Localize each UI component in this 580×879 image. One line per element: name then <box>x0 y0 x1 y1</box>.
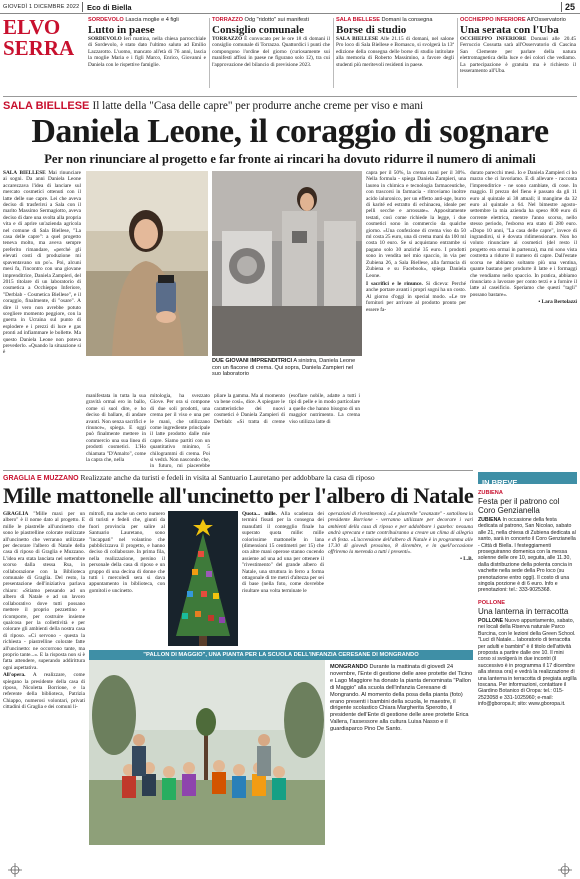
photo-strip-caption: "PALLON DI MAGGIO", UNA PIANTA PER LA SCUOLA DELL'INFANZIA CERESANE DI MONGRANDO <box>143 652 419 658</box>
inbreve-sidebar <box>478 472 577 847</box>
story1-kicker: SALA BIELLESE <box>3 100 90 112</box>
story2-col1-body: "Mille maxi per un albero" è il nome dato al progetto. E mille le piastrelle all'uncinetto che sono le piastrelline colorate realizzate all'uncinetto che verranno utilizzate per decorare l'albero di Natale della casa di riposo di Graglia e Muzzano. L'idea era stata lanciata nel settembre scorso dalla stessa Rsa, in collaborazione con la Biblioteca comunale di Graglia. Del resto, la presentazione dell'iniziativa parlava chiaro: «Stiamo pensando ad un albero di Natale e ad un lavoro collaborativo dove tutti possano mettere il proprio pezzettino e ricomporre, per costruire insieme qualcosa per la collettività e per colorare gli ambienti della nostra casa di riposo. «Ci servono - questa la richiesta - piastrelline colorate fatte all'uncinetto: ne occorrono tante, ma proprio tante...». E la risposta non si è fatta attendere, superando addirittura ogni aspettativa. <box>3 511 85 671</box>
story2-col3-lead: Quota... mille. <box>242 511 277 517</box>
column-rule <box>457 18 458 88</box>
brief-title: Una serata con l'Uba <box>460 24 559 36</box>
brief-kicker-tail: Odg "ridotto" sui manifesti <box>244 17 309 23</box>
story1-col1-text <box>3 170 81 356</box>
registration-marks <box>0 862 580 879</box>
inbreve-text: Nuovo appuntamento, sabato, nei locali della Riserva naturale Parco Burcina, con le lezioni della Green School. "Luci di Natale... laboratorio di terracotta per adulti e bambini" è il titolo dell'attività proposta a partire dalle ore 10. Il mini corso si svolgerà in due incontri (il successivo è in programma il 17 dicembre alla stessa ora) e vedrà la realizzazione di una lanterna in terracotta di pregiata argilla toscana. Per informazioni, contattare il Giardino Botanico di Oropa: tel.: 015-2523058 e 331-1025960; e-mail: info@gboropa.it; sito: www.gboropa.it. <box>478 617 577 708</box>
inbreve-title: Festa per il patrono col Coro Genzianella <box>478 497 560 515</box>
story2-col4 <box>328 511 473 646</box>
story2-col3 <box>242 511 324 646</box>
story2-col1-text <box>3 511 85 671</box>
story2-kicker-tail: Realizzate anche da turisti e fedeli in visita al Santuario Lauretano per addobbare la casa di riposo <box>80 473 375 482</box>
story1-caption-text <box>212 358 362 378</box>
story1-caption-body: A sinistra, Daniela Leone con un flacone di crema. Qui sopra, Daniela Zampieri nel suo laboratorio <box>212 358 356 378</box>
story2-col1 <box>3 511 85 841</box>
story1-byline: • Lara Bertolazzi <box>538 299 577 306</box>
story1-lead: SALA BIELLESE <box>3 170 46 176</box>
story1-headline: Daniela Leone, il coraggio di sognare <box>31 113 549 150</box>
header-section: Eco di Biella <box>87 2 132 12</box>
story2-col1b-text <box>3 672 85 710</box>
brief-kicker-line <box>212 17 330 24</box>
brief-lead: SALA BIELLESE <box>336 36 379 42</box>
story1-kicker-tail: Il latte della "Casa delle capre" per produrre anche creme per viso e mani <box>92 100 424 112</box>
briefs-bottom-rule <box>3 96 577 97</box>
header-divider-right <box>561 2 562 12</box>
brief-kicker: TORRAZZO <box>212 17 243 23</box>
header-page-number: 25 <box>565 1 576 12</box>
inbreve-kicker: ZUBIENA <box>478 490 503 496</box>
brief-body <box>460 36 576 74</box>
registration-mark-icon <box>0 862 580 879</box>
story1-col1 <box>3 170 81 468</box>
inbreve-body <box>478 618 577 708</box>
brief-lead: OCCHIEPPO INFERIORE <box>460 36 527 42</box>
brief-body <box>88 36 206 68</box>
inbreve-header-bar <box>478 472 577 487</box>
column-rule <box>209 18 210 88</box>
inbreve-item-zubiena <box>478 490 577 594</box>
brief-body <box>336 36 454 68</box>
inbreve-lead: POLLONE <box>478 617 504 624</box>
story2-lead: GRAGLIA <box>3 511 29 517</box>
brief-kicker: SORDEVOLO <box>88 17 124 23</box>
brief-kicker-tail: Domani la consegna <box>381 17 433 23</box>
story2-col3-body: Alla scadenza dei termini fissati per la consegna dei manufatti il contegglio finale ha superato quota mille: mille colorissime mattonelle in lana (dimensioni 15 centimetri per 15) che ora altre mani operose stanno cucendo assieme ad una ad una per ottenere il "rivestimento" del grande albero di Natale, una struttura in ferro a forma ottagonale di tre metri d'altezza per sei di base (nella foto, come dovrebbe risultare una volta terminate le <box>242 511 324 594</box>
story2-tree-photo <box>168 511 238 646</box>
story1-col5 <box>366 170 466 468</box>
story1-col4 <box>214 393 360 468</box>
brief-kicker-line <box>88 17 206 24</box>
header-date: GIOVEDÌ 1 DICEMBRE 2022 <box>3 4 80 10</box>
photo-strip-image <box>89 660 325 845</box>
story1-col3-text: mitologia, ha svezzato Giove. Per ora si compone di due soli prodotti, una crema per il viso e una per le mani, che utilizzano come ingrediente principale il latte prodotto dalle mie capre. Siamo partiti con un quantitativo minimo, 5 chilogrammi di crema. Poi si vedrà. Non nascondo che, in futuro, mi piacerebbe <box>150 393 210 468</box>
inbreve-item-pollone <box>478 600 577 708</box>
photo-strip-text <box>330 664 473 844</box>
photo-strip-lead: MONGRANDO <box>330 664 368 670</box>
brief-sordevolo <box>88 17 206 92</box>
inbreve-lead: ZUBIENA <box>478 517 502 523</box>
inbreve-kicker: POLLONE <box>478 599 506 606</box>
inbreve-body <box>478 517 577 594</box>
story1-col5b-body: Si diceva: Perché anche portare avanti i propri sogni ha un costo. Al giorno d'oggi in special modo. «Le tre fornitori per arrivare al prodotto pronto per essere fa- <box>366 280 466 313</box>
story2-col2 <box>89 511 165 646</box>
page-header <box>0 0 580 14</box>
brief-kicker-tail: Lascia moglie e 4 figli <box>125 17 179 23</box>
story1-photo-portrait <box>86 171 208 356</box>
brief-body <box>212 36 330 68</box>
story1-photo-lab <box>212 171 362 356</box>
christmas-tree-image <box>168 511 238 646</box>
brief-kicker: SALA BIELLESE <box>336 17 380 23</box>
story2-col3-text <box>242 511 324 594</box>
brief-text: Ieri mattina, nella chiesa parrocchiale di Sordevolo, è stato dato l'ultimo saluto ad Emilio Lazzarotto. L'uomo, mancato all'età di 76 anni, lascia la moglie Maria e i figli Marco, Enrico, Giovanni e Daniela con le rispettive famiglie. <box>88 36 206 68</box>
brief-torrazzo <box>212 17 330 92</box>
masthead-line2: SERRA <box>3 36 75 60</box>
story2-col4-text: operazioni di rivestimento). «Le piastrelle "avanzate" - sottolinea la presidente Borrione - verranno utilizzate per decorare i vari ambienti della casa di riposo e per addobbare i gazebo: nessuna andrà sprecata e tutte contribuiranno a creare un clima di allegria e di festa. «L'accensione dell'albero di Natale è in programma alle 17.30 di giovedì prossimo, 8 dicembre, e in quell'occasione offriremo la merenda a tutti i presenti». <box>328 511 473 556</box>
story1-col6 <box>470 170 577 468</box>
brief-kicker: OCCHIEPPO INFERIORE <box>460 17 526 23</box>
brief-occhieppo <box>460 17 576 92</box>
header-divider-left <box>82 2 83 12</box>
story1-subhead2: I sacrifici e le rinunce. <box>366 280 423 287</box>
story1-col2-text: manifestata in tutta la sua gravità ormai ero in ballo, come si suol dire, e ho deciso di ballare, di andare avanti. Non senza sacrifici e rinunce», spiega. E oggi può finalmente mettere in commercio una sua linea di prodotti cosmetici. L'Ho chiamata "D'Amalto", come la capra che, nella <box>86 393 146 464</box>
story2-kicker-line <box>3 473 473 483</box>
brief-kicker-line <box>460 17 576 24</box>
brief-kicker-line <box>336 17 454 24</box>
story2-sub1: All'opera. <box>3 672 26 679</box>
story1-caption-lead: DUE GIOVANI IMPRENDITRICI <box>212 358 293 364</box>
story1-col5b-text <box>366 281 466 313</box>
story1-bottom-rule <box>3 470 473 471</box>
story1-col6-text: durato parecchi mesi. Io e Daniela Zampieri ci ho marzo che ci lavoriamo. E di allevare - racconta l'imprenditrice - ne sono cambiate, di cose. In maggio. Il prezzo del fieno è passato da gli 11 euro al quintale ai 38 attuali; il mangime da 32 euro al quintale a 64. Nel bimestre agosto-settembre la mia azienda ha speso 800 euro di corrente elettrica, mentre l'anno scorso, nello stesso periodo, l'esborso era stato di 280 euro. «Dopo 10 anni, "La casa delle capre", invece di ingrandirsi, si è dovuta ridimensionare. Non ho voluto rinunciare ai cosmetici (del resto il progetto era ormai in partenza), ma mi sono vista costretta a ridurre il numero di capre. Dall'estate scorsa ne abbiamo soltanto più una ventina, quante bastano per produrre il latte e i formaggi che vendiamo nello spaccio. In pratica, abbiamo rinunciato a lavorare per conto terzi e a fornire il latte al caseificio. Speriamo che questi "tagli" possano bastare». <box>470 170 577 298</box>
story1-col2 <box>86 393 146 468</box>
story1-col4-text: pliare la gamma. Ma al momento va bene così», dice. A spiegare le caratteristiche dei nuovi cosmetici è Daniela Zampieri di Derblab: «Si tratta di creme (esoflare nobile, adatte a tutti i tipi di pelle e in modo particolare a quelle che hanno bisogno di un maggior nutrimento. La crema viso utilizza latte di <box>214 393 360 425</box>
photo-strip-text-body: Durante la mattinata di giovedì 24 novembre, l'Ente di gestione delle aree protette del Ticino e Lago Maggiore ha donato la pianta denominata "Pallon di Maggio" alla scuola dell'infanzia Ceresane di Mongrando. Al momento della posa della pianta (foto) erano presenti i bambini della scuola, le maestre, il dirigente scolastico Chiara Margherita Sperotto, il presidente dell'Ente di gestione delle aree protette Erica Vallera, l'assessore alla cultura Luisa Nasso e il guardiaparco Pino De Santo. <box>330 664 473 733</box>
brief-kicker-tail: All'Osservatorio <box>526 17 566 23</box>
lab-equipment-image <box>212 171 362 356</box>
brief-lead: SORDEVOLO <box>88 36 122 42</box>
photo-strip-body <box>330 664 473 733</box>
brief-lead: TORRAZZO <box>212 36 243 42</box>
story1-col3 <box>150 393 210 468</box>
brief-title: Lutto in paese <box>88 24 155 36</box>
inbreve-text: In occasione della festa dedicata al patrono, San Nicolao, sabato alle 21, nella chiesa di Zubiena dedicata al santo, sarà in concerto il Coro Genzianella - Città di Biella. I festeggiamenti proseguiranno domenica con la messa solenne delle ore 10, seguita, alle 11.30, dalla distribuzione della polenta concia in vachette nella sede della Pro loco (su prenotazione entro oggi). Il costo di una singola porzione è di 6 euro. Info e prenotazioni: tel.: 333-9025368. <box>478 517 576 594</box>
brief-title: Borse di studio <box>336 24 407 36</box>
woman-with-cream-jar-image <box>86 171 208 356</box>
story1-subhead: Per non rinunciare al progetto e far fronte ai rincari ha dovuto ridurre il numero di animali <box>44 152 536 166</box>
story1-col5-text: capra per il 50%, la crema mani per il 30%. Nella formula - spiega Daniela Zampieri, una laurea in chimica e tecnologia farmaceutiche, con trascorsi in farmacia - ritroviamo inoltre acido ialuronico, per un effetto anti-age, burro di karité ed estratto di echinacea, ideale per pelli secche e arrossate». Appositamente testati, così come richiede la legge, i due cosmetici sono in commercio da qualche giorno. «Una confezione di crema viso da 50 ml costa 25 euro, una di crema mani da 100 ml costa 10 euro. Se si acquistano entrambe si pagano solo 30 anziché 35 euro. I prodotti sono in vendita nel mio spaccio, in via per Zubiena 26, a Sala Biellese, alla farmacia di Zubiena e su Facebook», spiega Daniela Leone. <box>366 170 466 279</box>
story2-byline: • L.B. <box>460 555 473 562</box>
masthead-line1: ELVO <box>3 15 61 39</box>
story1-col1-body: Mai rinunciare ai sogni. Da anni Daniela Leone accarezzava l'idea di lanciare sul mercato cosmetici ottenuti con il latte delle sue capre. Lei che aveva deciso di trasferirsi a Sala con il marito Massimo Sermagiotto, aveva deciso di dare una svolta alla propria vita e di aprire un'azienda agricola nel comune di Sala Biellese, "La casa delle capre": a quel progetto teneva molto, ma aveva sempre preferito rimandare, «perché gli elevati costi di produzione mi spaventavano un po'». Poi, alcuni mesi fa, l'incontro con una giovane imprenditrice, Daniela Zampieri, del 2015 titolare di un laboratorio di cosmetica a Occhieppo Inferiore, "Derblab - Cosmetica Biellese", e il coraggio, finalmente, di "osare". A dire il vero non avrebbe potuto scegliere momento peggiore, con la guerra in Ucraina sul punto di esplodere e i prezzi di luce e gas pronti ad infiammare le bollette. Ma questo Daniela Leone non poteva prevederlo. «Quando la situazione si è <box>3 170 81 356</box>
inbreve-title: Una lanterna in terracotta <box>478 606 569 616</box>
brief-text: Domani alle 20.45 Ferruccio Cossutta sarà all'Osservatorio di Cascina San Clemente per parlare della natura elettromagnetica della luce e dei colori che vediamo. La partecipazione è gratuita ma è richiesto il tesseramento all'Uba. <box>460 36 576 75</box>
story1-caption <box>212 358 362 388</box>
story1-kicker-line <box>3 100 577 113</box>
story2-col1b-body: A realizzare, come spiegano la presidente della casa di riposo, Nicoletta Borrione, e la referente della biblioteca, Patrizia Chiappo, numerosi volontari, privati cittadini di Graglia e dei comuni li- <box>3 672 85 711</box>
story2-col2-text: mitrofi, ma anche un certo numero di turisti e fedeli che, giunti da fuori provincia per salire al Santuario Lauretano, sono "incappati" nel volantino che pubblicizzava il progetto, e hanno deciso di collaborare. In prima fila, nella realizzazione, persino il personale della casa di riposo e un gruppo di una decina di donne che tutti i mercoledì sera si dava appuntamento in biblioteca, con gomitoli e uncinetto. <box>89 511 165 594</box>
brief-title: Consiglio comunale <box>212 24 304 36</box>
section-masthead <box>3 17 83 65</box>
brief-text: Alle 21.15 di domani, nel salone Pro loco di Sala Biellese e Bornasco, si svolgerà la 13ª edizione della consegna delle borse di studio intitolate alla memoria di Roberto Massimino, a favore degli studenti più meritevoli residenti in paese. <box>336 36 454 68</box>
school-children-with-tree-image <box>89 660 325 845</box>
brief-text: È convocato per le ore 18 di domani il consiglio comunale di Torrazzo. Quattordici i punti che compongono l'ordine del giorno (curiosamente sui manifesti affissi in paese ne figurano solo 12), tra cui l'approvazione del bilancio di previsione 2023. <box>212 36 330 68</box>
story2-kicker: GRAGLIA E MUZZANO <box>3 475 79 482</box>
column-rule <box>333 18 334 88</box>
photo-strip-caption-bar <box>89 650 473 660</box>
story2-headline: Mille mattonelle all'uncinetto per l'albero di Natale <box>3 483 474 508</box>
brief-sala-biellese <box>336 17 454 92</box>
inbreve-header: IN BREVE <box>482 478 518 487</box>
